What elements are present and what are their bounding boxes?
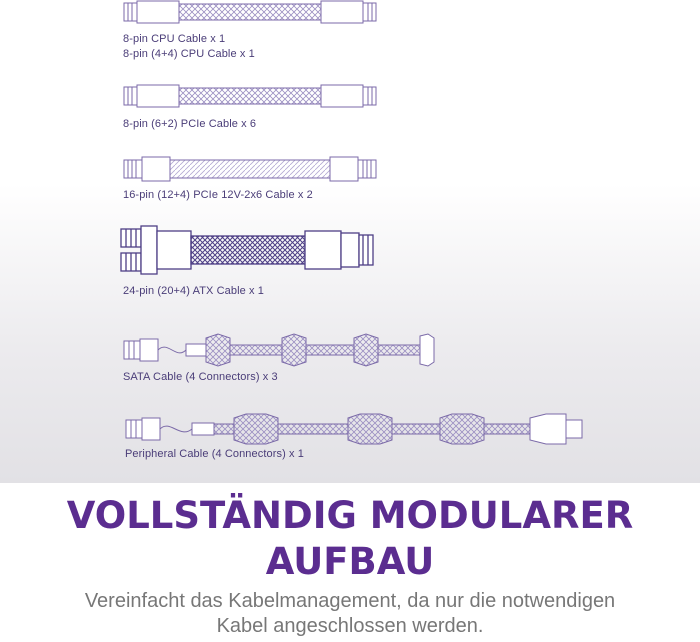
- subline-line-1: Vereinfacht das Kabelmanagement, da nur die notwendigen: [84, 590, 616, 612]
- headline-line-2: AUFBAU: [265, 540, 435, 583]
- cable-label-peripheral: Peripheral Cable (4 Connectors) x 1: [125, 448, 304, 460]
- cable-label-cpu-4plus4: 8-pin (4+4) CPU Cable x 1: [123, 48, 255, 60]
- cable-8pin-cpu-icon: [124, 1, 376, 23]
- cable-sata-icon: [124, 334, 434, 366]
- headline-line-1: VOLLSTÄNDIG MODULARER: [66, 494, 634, 537]
- subline-line-2: Kabel angeschlossen werden.: [216, 615, 484, 637]
- cable-peripheral-icon: [126, 414, 582, 444]
- subline: [0, 589, 700, 639]
- cable-8pin-pcie-icon: [124, 85, 376, 107]
- cable-label-sata: SATA Cable (4 Connectors) x 3: [123, 371, 278, 383]
- cable-label-cpu: 8-pin CPU Cable x 1: [123, 33, 226, 45]
- cable-16pin-pcie-icon: [124, 157, 376, 181]
- cable-label-atx: 24-pin (20+4) ATX Cable x 1: [123, 285, 264, 297]
- cable-24pin-atx-icon: [121, 226, 373, 274]
- cable-label-pcie: 8-pin (6+2) PCIe Cable x 6: [123, 118, 257, 130]
- headline: [0, 493, 700, 585]
- cable-label-16pin: 16-pin (12+4) PCIe 12V-2x6 Cable x 2: [123, 189, 313, 201]
